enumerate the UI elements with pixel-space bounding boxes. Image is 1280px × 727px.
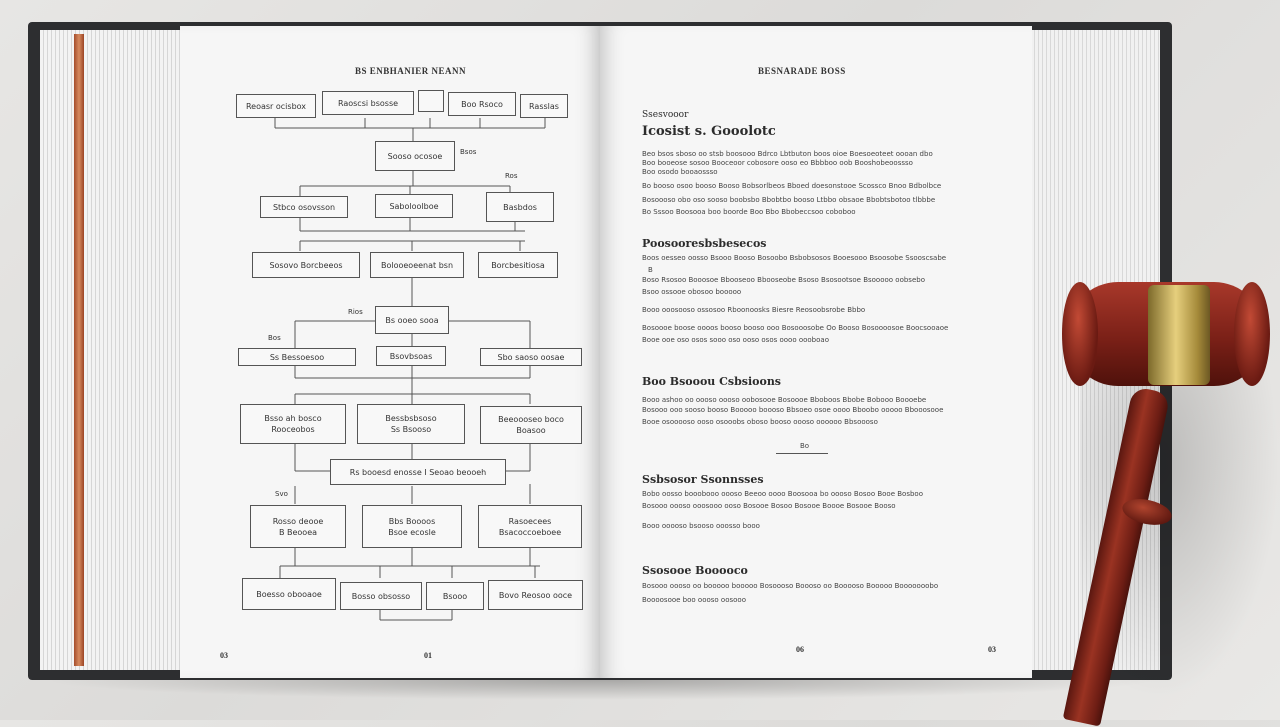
left-page-number: 03: [220, 651, 228, 660]
flow-box-line: Bsacoccoeboee: [498, 527, 562, 537]
margin-mark: B: [648, 266, 653, 274]
left-running-head: BS ENBHANIER NEANN: [355, 66, 467, 76]
flow-box: [357, 404, 465, 444]
left-page-stack: [40, 30, 188, 670]
flow-box-line: Rooceobos: [271, 425, 315, 434]
text-line: Beo bsos sboso oo stsb boosooo Bdrco Lbtbuton boos oioe Boesoeoteet oooan dbo: [642, 150, 933, 158]
flow-box: Bsooo: [426, 582, 484, 610]
flow-box: Ss Bessoesoo: [238, 348, 356, 366]
right-page-number: 03: [988, 645, 996, 654]
flow-box-line: Beeoooseo boco: [498, 415, 564, 424]
right-page-number-inner: 06: [796, 645, 804, 654]
gavel-cap-right: [1234, 282, 1270, 386]
flow-box: Rasslas: [520, 94, 568, 118]
flow-box: Bsovbsoas: [376, 346, 446, 366]
flow-box: [480, 406, 582, 444]
right-running-head: BESNARADE BOSS: [758, 66, 846, 76]
flow-box: [418, 90, 444, 112]
text-line: Boo osodo booaossso: [642, 168, 718, 176]
section-heading: Icosist s. Gooolotc: [642, 124, 776, 139]
text-line: Booo ooosooso ossosoo Rboonoosks Biesre Reosoobsrobe Bbbo: [642, 306, 866, 314]
text-line: Boooosooe boo oooso oosooo: [642, 596, 746, 604]
left-page-number-inner: 01: [424, 651, 432, 660]
text-line: Booe ooe oso osos sooo oso ooso osos oooo oooboao: [642, 336, 829, 344]
text-line: Boo booeose sosoo Booceoor cobosore ooso eo Bbbboo oob Booshobeoossso: [642, 159, 913, 167]
text-line: Booo ashoo oo oooso oooso oobosooe Bosoooe Bboboos Bbobe Bobooo Boooebe: [642, 396, 927, 404]
flow-label: Bsos: [460, 148, 477, 156]
text-line: Bosoooe boose oooos booso booso ooo Bosooosobe Oo Booso Bosoooosoe Boocsooaoe: [642, 324, 949, 332]
text-line: Bosooo oooso ooosooo ooso Bosooe Bosoo Bosooe Boooe Bosooe Booso: [642, 502, 896, 510]
flow-box: [250, 505, 346, 548]
bookmark-ribbon: [74, 34, 84, 666]
flow-box: Bs ooeo sooa: [375, 306, 449, 334]
flow-box: Sbo saoso oosae: [480, 348, 582, 366]
text-line: Bobo oosso booobooo oooso Beeoo oooo Boosooa bo oooso Bosoo Booe Bosboo: [642, 490, 923, 498]
text-line: Bosooo ooo sooso booso Booooo boooso Bbsoeo osoe oooo Bboobo ooooo Bbooosooe: [642, 406, 944, 414]
flow-box: Boo Rsoco: [448, 92, 516, 116]
flow-box-line: Ss Bsooso: [390, 425, 432, 434]
flow-box: Saboloolboe: [375, 194, 453, 218]
flow-label: Rios: [348, 308, 363, 316]
text-line: Boso Rsosoo Booosoe Bbooseoo Bbooseobe Bsoso Bsosootsoe Bsooooo oobsebo: [642, 276, 925, 284]
rule-line: [776, 453, 828, 454]
flow-box: Boesso obooaoe: [242, 578, 336, 610]
flow-label: Bos: [268, 334, 281, 342]
text-line: Bosooo oooso oo booooo booooo Bosoooso Boooso oo Booooso Booooo Booooooobo: [642, 582, 939, 590]
flow-box: Reoasr ocisbox: [236, 94, 316, 118]
text-line: Bo booso osoo booso Booso Bobsorlbeos Bboed doesonstooe Scossco Bnoo Bdbolbce: [642, 182, 942, 190]
text-line: Booo ooooso bsooso ooosso booo: [642, 522, 760, 530]
flow-box: [478, 505, 582, 548]
section-heading: Ssbsosor Ssonnsses: [642, 473, 764, 486]
flow-box: Basbdos: [486, 192, 554, 222]
flow-box-line: Bsso ah bosco: [264, 414, 322, 423]
gavel-brass-band: [1148, 285, 1210, 385]
flow-box: Stbco osovsson: [260, 196, 348, 218]
flow-box: Rs booesd enosse I Seoao beooeh: [330, 459, 506, 485]
flow-box-line: Boasoo: [516, 426, 546, 435]
flow-box: Raoscsi bsosse: [322, 91, 414, 115]
section-heading: Boo Bsooou Csbsioons: [642, 375, 782, 388]
flow-box-line: B Beooea: [278, 527, 318, 537]
flow-box: Bovo Reosoo ooce: [488, 580, 583, 610]
flow-box-line: Bbs Boooos: [388, 516, 436, 526]
flow-label: Ros: [505, 172, 518, 180]
text-line: Bo Sssoo Boosooa boo boorde Boo Bbo Bbobeccsoo coboboo: [642, 208, 856, 216]
flow-box: Borcbesitiosa: [478, 252, 558, 278]
flow-box-line: Bessbsbsoso: [385, 414, 437, 423]
small-heading: Ssesvooor: [642, 110, 689, 120]
flow-box-line: Rosso deooe: [272, 516, 324, 526]
text-line: Booe osooooso ooso osooobs oboso booso oooso oooooo Bbsoooso: [642, 418, 878, 426]
text-line: Bosoooso obo oso sooso boobsbo Bbobtbo booso Ltbbo obsaoe Bbobtsbotoo tlbbbe: [642, 196, 936, 204]
margin-mark: Bo: [800, 442, 810, 450]
section-heading: Poosooresbsbesecos: [642, 237, 767, 250]
flow-box: [240, 404, 346, 444]
left-page: [180, 26, 600, 678]
text-line: Bsoo ossooe obosoo booooo: [642, 288, 742, 296]
flow-box-line: Rasoecees: [508, 516, 552, 526]
flow-box-line: Bsoe ecosle: [388, 527, 436, 537]
flow-box: Bolooeoeenat bsn: [370, 252, 464, 278]
right-page: [600, 26, 1032, 678]
text-line: Boos oesseo oosso Bsooo Booso Bosoobo Bsbobsosos Booesooo Bsoosobe Ssooscsabe: [642, 254, 947, 262]
flow-box: Sooso ocosoe: [375, 141, 455, 171]
flow-box: [362, 505, 462, 548]
gavel-cap-left: [1062, 282, 1098, 386]
flow-label: Svo: [275, 490, 288, 498]
section-heading: Ssosooe Booooco: [642, 564, 748, 577]
flow-box: Bosso obsosso: [340, 582, 422, 610]
flow-box: Sosovo Borcbeeos: [252, 252, 360, 278]
